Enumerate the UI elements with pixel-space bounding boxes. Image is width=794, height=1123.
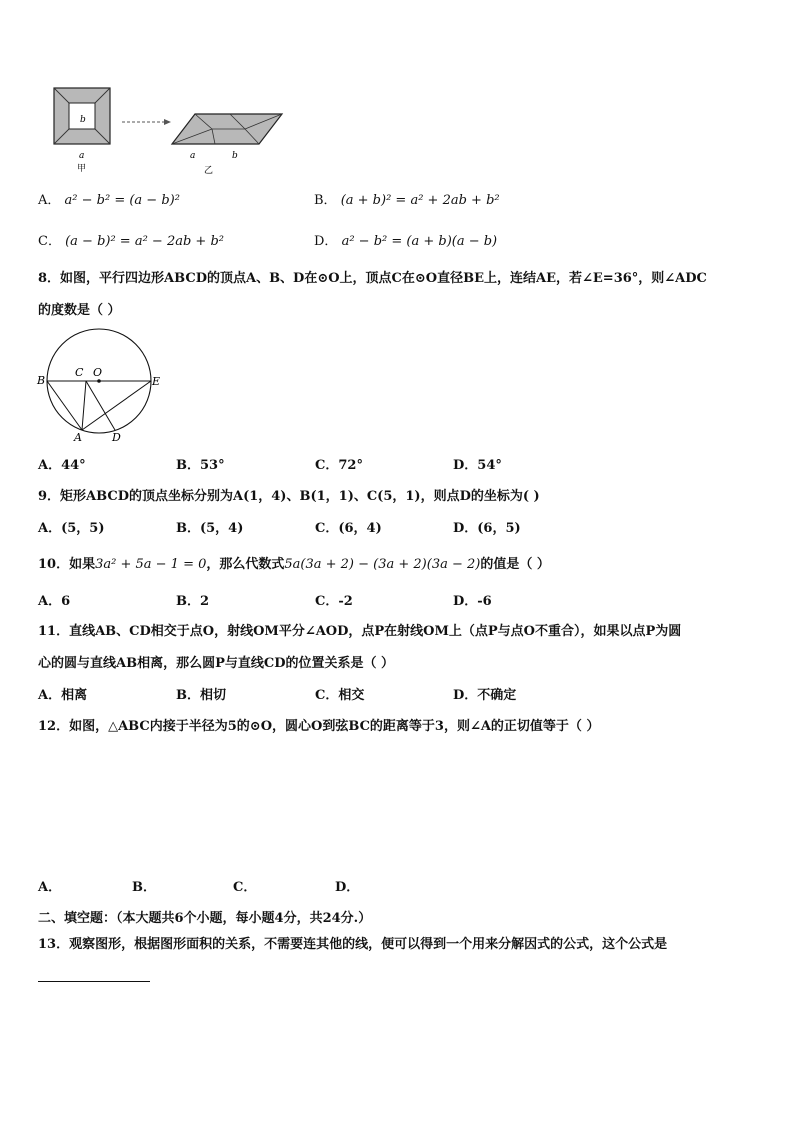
fig7-label-jia: 甲: [77, 164, 87, 174]
q7-option-d[interactable]: [314, 233, 497, 251]
q13-stem: 13．观察图形，根据图形面积的关系，不需要连其他的线，便可以得到一个用来分解因式的公式，这个公式是: [38, 937, 668, 952]
q9-option-d[interactable]: D．(6，5): [453, 521, 521, 536]
q11-option-c[interactable]: C．相交: [315, 688, 365, 703]
q8-label-c: C: [75, 366, 84, 379]
q12-option-b[interactable]: B．: [132, 880, 156, 895]
q7-option-d-letter: D．: [314, 234, 338, 249]
q7-option-d-expr: a² − b² = (a + b)(a − b): [341, 234, 498, 249]
q7-figure: [40, 82, 300, 178]
q7-option-c[interactable]: [38, 233, 224, 251]
fig7-label-yi: 乙: [204, 166, 214, 176]
q7-option-a[interactable]: [38, 192, 180, 210]
q7-option-b-expr: (a + b)² = a² + 2ab + b²: [340, 193, 500, 208]
q12-stem: 12．如图，△ABC内接于半径为5的⊙O，圆心O到弦BC的距离等于3，则∠A的正切值等于（ ）: [38, 719, 600, 734]
fig7-label-b: b: [80, 115, 86, 125]
figure-jia: [54, 88, 110, 174]
q8-stem-line2: 的度数是（ ）: [38, 303, 121, 318]
q10-mid: ，那么代数式: [206, 557, 285, 572]
q9-option-b[interactable]: B．(5，4): [176, 521, 244, 536]
arrow-icon: [122, 119, 171, 125]
q10-option-d[interactable]: D．-6: [453, 594, 492, 609]
q8-option-d[interactable]: D．54°: [453, 458, 502, 473]
q10-stem: [38, 556, 550, 574]
q8-option-c[interactable]: C．72°: [315, 458, 363, 473]
q8-option-b[interactable]: B．53°: [176, 458, 225, 473]
fig7-label-a-left: a: [79, 151, 85, 161]
q10-condition: 3a² + 5a − 1 = 0: [95, 557, 207, 572]
q7-option-b-letter: B．: [314, 193, 337, 208]
q8-figure: [34, 326, 170, 446]
q10-prefix: 10．如果: [38, 557, 96, 572]
q11-stem-line2: 心的圆与直线AB相离，那么圆P与直线CD的位置关系是（ ）: [38, 656, 394, 671]
q7-option-c-letter: C．: [38, 234, 61, 249]
q12-option-a[interactable]: A．: [38, 880, 62, 895]
q9-stem: 9．矩形ABCD的顶点坐标分别为A(1，4)、B(1，1)、C(5，1)，则点D的坐标为( ): [38, 489, 540, 504]
q7-option-a-letter: A．: [38, 193, 61, 208]
figure-yi: [172, 114, 282, 176]
q11-option-d[interactable]: D．不确定: [453, 688, 517, 703]
q12-option-c[interactable]: C．: [233, 880, 257, 895]
fig7-label-a-right: a: [190, 151, 196, 161]
q13-answer-blank[interactable]: [38, 980, 150, 982]
q8-label-o: O: [93, 366, 103, 379]
q8-label-a: A: [74, 431, 82, 444]
q8-label-e: E: [152, 375, 161, 388]
q10-expression: 5a(3a + 2) − (3a + 2)(3a − 2): [284, 557, 481, 572]
q10-option-c[interactable]: C．-2: [315, 594, 353, 609]
q8-stem-line1: 8．如图，平行四边形ABCD的顶点A、B、D在⊙O上，顶点C在⊙O直径BE上，连结AE，若∠E=36°，则∠ADC: [38, 271, 707, 286]
section2-heading: 二、填空题：（本大题共6个小题，每小题4分，共24分.）: [38, 911, 372, 926]
q10-suffix: 的值是（ ）: [480, 557, 550, 572]
q9-option-c[interactable]: C．(6，4): [315, 521, 382, 536]
q7-option-c-expr: (a − b)² = a² − 2ab + b²: [65, 234, 224, 249]
q12-option-d[interactable]: D．: [335, 880, 360, 895]
q7-option-a-expr: a² − b² = (a − b)²: [64, 193, 180, 208]
q8-option-a[interactable]: A．44°: [38, 458, 86, 473]
q10-option-b[interactable]: B．2: [176, 594, 210, 609]
q7-option-b[interactable]: [314, 192, 500, 210]
fig7-label-b-right: b: [232, 151, 238, 161]
q11-stem-line1: 11．直线AB、CD相交于点O，射线OM平分∠AOD，点P在射线OM上（点P与点O不重合），如果以点P为圆: [38, 624, 682, 639]
q10-option-a[interactable]: A．6: [38, 594, 71, 609]
q11-option-a[interactable]: A．相离: [38, 688, 88, 703]
q8-label-b: B: [37, 374, 46, 387]
q8-label-d: D: [112, 431, 121, 444]
q11-option-b[interactable]: B．相切: [176, 688, 226, 703]
q9-option-a[interactable]: A．(5，5): [38, 521, 105, 536]
